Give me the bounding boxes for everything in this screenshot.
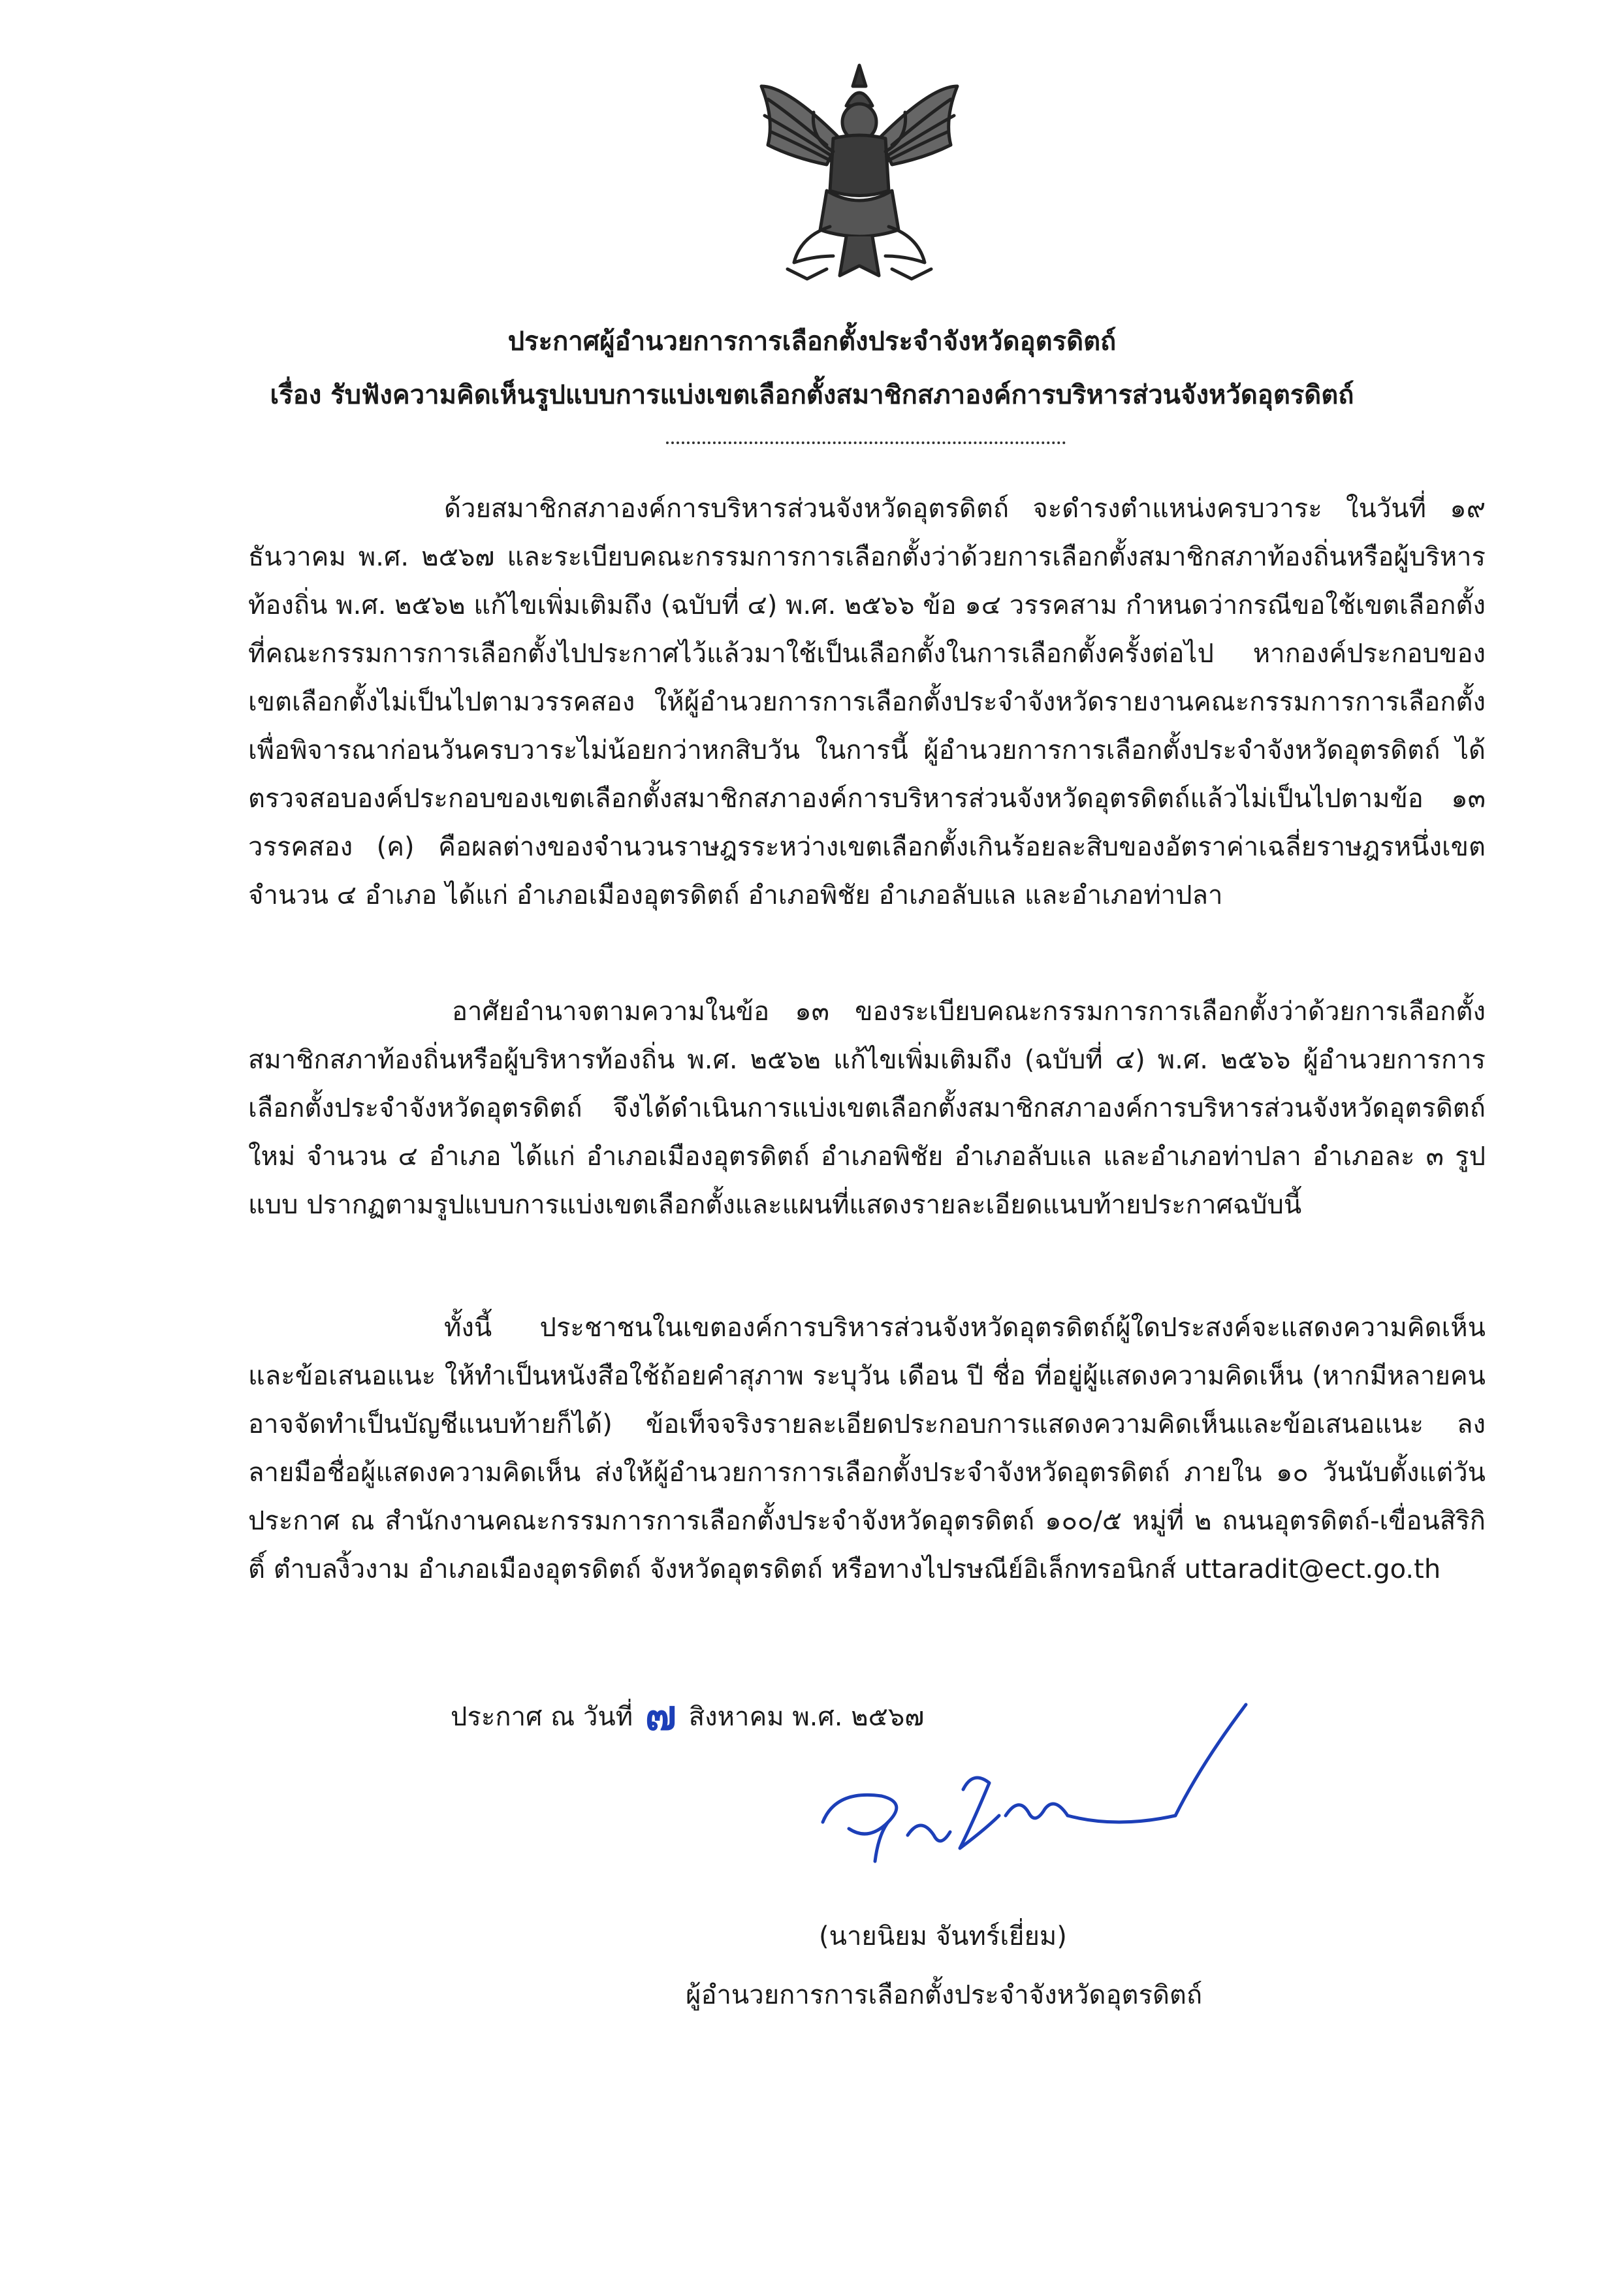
announcement-subject: เรื่อง รับฟังความคิดเห็นรูปแบบการแบ่งเขตเลือกตั้งสมาชิกสภาองค์การบริหารส่วนจังหวัดอุตรดิตถ์ bbox=[270, 380, 1354, 410]
paragraph-2-text: อาศัยอำนาจตามความในข้อ ๑๓ ของระเบียบคณะกรรมการการเลือกตั้งว่าด้วยการเลือกตั้งสมาชิกสภาท้องถิ่นหรือผู้บริหารท้องถิ่น พ.ศ. ๒๕๖๒ แก้ไขเพิ่มเติมถึง (ฉบับที่ ๔) พ.ศ. ๒๕๖๖ ผู้อำนวยการการเลือกตั้งประจำจังหวัดอุตรดิตถ์ จึงได้ดำเนินการแบ่งเขตเลือกตั้งสมาชิกสภาองค์การบริหารส่วนจังหวัดอุตรดิตถ์ ใหม่ จำนวน ๔ อำเภอ ได้แก่ อำเภอเมืองอุตรดิตถ์ อำเภอพิชัย อำเภอลับแล และอำเภอท่าปลา อำเภอละ ๓ รูปแบบ ปรากฏตามรูปแบบการแบ่งเขตเลือกตั้งและแผนที่แสดงรายละเอียดแนบท้ายประกาศฉบับนี้ bbox=[248, 997, 1486, 1220]
signatory-name: (นายนิยม จันทร์เยี่ยม) bbox=[819, 1921, 1067, 1951]
date-month-year: สิงหาคม พ.ศ. ๒๕๖๗ bbox=[688, 1702, 925, 1732]
signature-icon bbox=[810, 1692, 1254, 1887]
date-day-handwritten: ๗ bbox=[645, 1692, 677, 1740]
date-prefix: ประกาศ ณ วันที่ bbox=[451, 1702, 633, 1732]
paragraph-3-text: ทั้งนี้ ประชาชนในเขตองค์การบริหารส่วนจังหวัดอุตรดิตถ์ผู้ใดประสงค์จะแสดงความคิดเห็นและข้อเสนอแนะ ให้ทำเป็นหนังสือใช้ถ้อยคำสุภาพ ระบุวัน เดือน ปี ชื่อ ที่อยู่ผู้แสดงความคิดเห็น (หากมีหลายคนอาจจัดทำเป็นบัญชีแนบท้ายก็ได้) ข้อเท็จจริงรายละเอียดประกอบการแสดงความคิดเห็นและข้อเสนอแนะ ลงลายมือชื่อผู้แสดงความคิดเห็น ส่งให้ผู้อำนวยการการเลือกตั้งประจำจังหวัดอุตรดิตถ์ ภายใน ๑๐ วันนับตั้งแต่วันประกาศ ณ สำนักงานคณะกรรมการการเลือกตั้งประจำจังหวัดอุตรดิตถ์ ๑๐๐/๕ หมู่ที่ ๒ ถนนอุตรดิตถ์-เขื่อนสิริกิติ์ ตำบลงิ้วงาม อำเภอเมืองอุตรดิตถ์ จังหวัดอุตรดิตถ์ หรือทางไปรษณีย์อิเล็กทรอนิกส์ uttaradit@ect.go.th bbox=[248, 1313, 1486, 1584]
body-paragraph-1 bbox=[248, 485, 1486, 920]
body-paragraph-3 bbox=[248, 1304, 1486, 1594]
title-divider bbox=[666, 441, 1066, 444]
signatory-position: ผู้อำนวยการการเลือกตั้งประจำจังหวัดอุตรดิตถ์ bbox=[686, 1980, 1203, 2010]
body-paragraph-2 bbox=[248, 987, 1486, 1229]
garuda-emblem-icon bbox=[748, 60, 970, 290]
paragraph-1-text: ด้วยสมาชิกสภาองค์การบริหารส่วนจังหวัดอุตรดิตถ์ จะดำรงตำแหน่งครบวาระ ในวันที่ ๑๙ ธันวาคม พ.ศ. ๒๕๖๗ และระเบียบคณะกรรมการการเลือกตั้งว่าด้วยการเลือกตั้งสมาชิกสภาท้องถิ่นหรือผู้บริหารท้องถิ่น พ.ศ. ๒๕๖๒ แก้ไขเพิ่มเติมถึง (ฉบับที่ ๔) พ.ศ. ๒๕๖๖ ข้อ ๑๔ วรรคสาม กำหนดว่ากรณีขอใช้เขตเลือกตั้งที่คณะกรรมการการเลือกตั้งไปประกาศไว้แล้วมาใช้เป็นเลือกตั้งในการเลือกตั้งครั้งต่อไป หากองค์ประกอบของเขตเลือกตั้งไม่เป็นไปตามวรรคสอง ให้ผู้อำนวยการการเลือกตั้งประจำจังหวัดรายงานคณะกรรมการการเลือกตั้งเพื่อพิจารณาก่อนวันครบวาระไม่น้อยกว่าหกสิบวัน ในการนี้ ผู้อำนวยการการเลือกตั้งประจำจังหวัดอุตรดิตถ์ ได้ตรวจสอบองค์ประกอบของเขตเลือกตั้งสมาชิกสภาองค์การบริหารส่วนจังหวัดอุตรดิตถ์แล้วไม่เป็นไปตามข้อ ๑๓ วรรคสอง (ค) คือผลต่างของจำนวนราษฎรระหว่างเขตเลือกตั้งเกินร้อยละสิบของอัตราค่าเฉลี่ยราษฎรหนึ่งเขต จำนวน ๔ อำเภอ ได้แก่ อำเภอเมืองอุตรดิตถ์ อำเภอพิชัย อำเภอลับแล และอำเภอท่าปลา bbox=[248, 494, 1486, 910]
announcement-title: ประกาศผู้อำนวยการการเลือกตั้งประจำจังหวัดอุตรดิตถ์ bbox=[507, 327, 1117, 357]
